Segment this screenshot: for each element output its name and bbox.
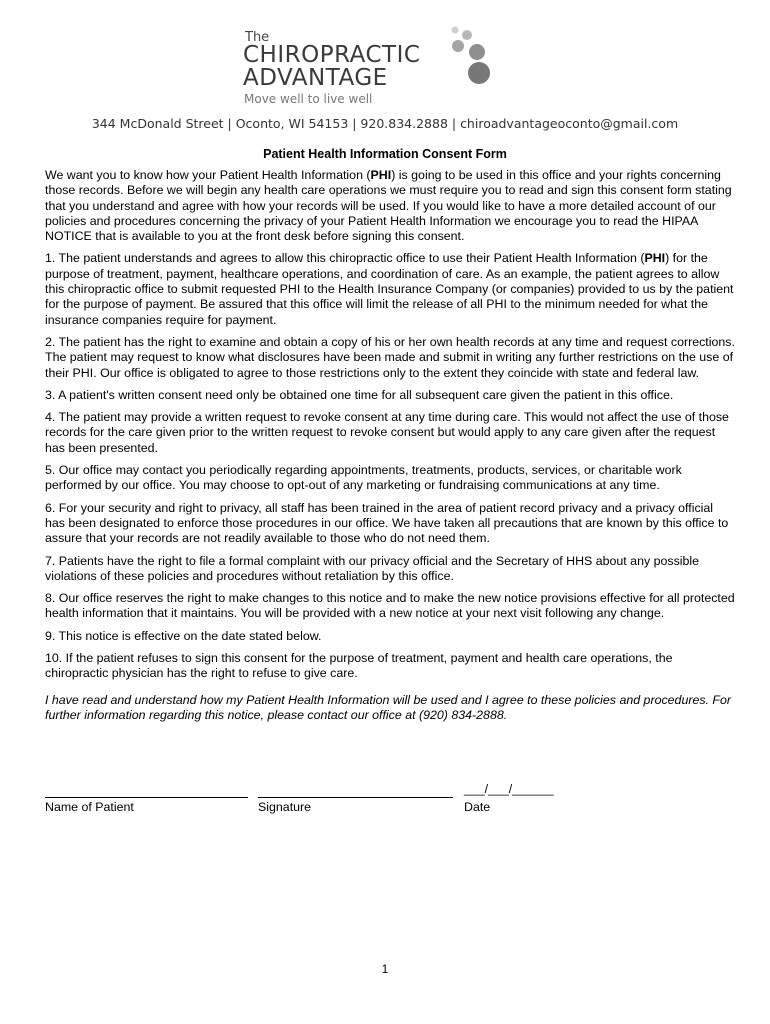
item-1-text-1: 1. The patient understands and agrees to allow this chiropractic office to use their Patient Health Information ( [45, 251, 645, 266]
signature-row [45, 782, 745, 822]
date-label: Date [464, 800, 491, 814]
intro-text-1: We want you to know how your Patient Health Information ( [45, 168, 371, 182]
item-1-phi-bold: PHI [644, 251, 666, 266]
item-6: 6. For your security and right to privacy, all staff has been trained in the area of patient record privacy and a privacy official has been designated to enforce those procedures in our office. We have taken all precautions that are known by this office to assure that your records are not readily available to those who do not need them. [45, 500, 729, 546]
chiropractic-advantage-logo [243, 24, 503, 110]
intro-phi-bold: PHI [370, 168, 392, 182]
item-3: 3. A patient's written consent need only be obtained one time for all subsequent care given the patient in this office. [45, 387, 674, 402]
form-body [45, 168, 735, 730]
patient-name-label: Name of Patient [45, 800, 134, 814]
signature-label: Signature [258, 800, 312, 814]
page-number: 1 [381, 962, 389, 976]
logo-tagline: Move well to live well [244, 92, 373, 106]
item-7: 7. Patients have the right to file a formal complaint with our privacy official and the Secretary of HHS about any possible violations of these policies and procedures without retaliation by this office. [45, 553, 700, 583]
item-9: 9. This notice is effective on the date stated below. [45, 628, 322, 643]
item-10: 10. If the patient refuses to sign this consent for the purpose of treatment, payment and health care operations, the chiropractic physician has the right to refuse to give care. [45, 651, 673, 681]
date-blank[interactable]: ___/___/______ [464, 782, 554, 796]
logo-dots-icon [443, 24, 495, 88]
patient-name-line[interactable] [45, 797, 248, 798]
intro-text-2: ) is going to be used in this office and your rights concerning those records. Before we will begin any health care operations we must require you to read and sign this consent form stating that you understand and agree with how your records will be used. If you would like to have a more detailed account of our policies and procedures concerning the privacy of your Patient Health Information we encourage you to read the HIPAA NOTICE that is available to you at the front desk before signing this consent. [45, 168, 732, 244]
clinic-address: 344 McDonald Street | Oconto, WI 54153 | 920.834.2888 | chiroadvantageoconto@gmail.com [91, 116, 679, 131]
logo-line-1: CHIROPRACTIC [243, 42, 421, 68]
item-2: 2. The patient has the right to examine and obtain a copy of his or her own health records at any time and request corrections. The patient may request to know what disclosures have been made and submit in writing any further restrictions on the use of their PHI. Our office is obligated to agree to those restrictions only to the extent they coincide with state and federal law. [45, 334, 735, 380]
acknowledgement-statement: I have read and understand how my Patient Health Information will be used and I agree to these policies and procedures. For further information regarding this notice, please contact our office at (920) 834-2888. [45, 692, 732, 722]
item-5: 5. Our office may contact you periodically regarding appointments, treatments, products, services, or charitable work performed by our office. You may choose to opt-out of any marketing or fundraising communications at any time. [45, 463, 682, 493]
logo-small-word: The [245, 30, 270, 45]
item-4: 4. The patient may provide a written request to revoke consent at any time during care. This would not affect the use of those records for the care given prior to the written request to revoke consent but would apply to any care given after the request has been presented. [45, 410, 729, 455]
signature-line[interactable] [258, 797, 453, 798]
logo-line-2: ADVANTAGE [243, 65, 388, 91]
item-8: 8. Our office reserves the right to make changes to this notice and to make the new notice provisions effective for all protected health information that it maintains. You will be provided with a new notice at your next visit following any change. [45, 591, 735, 621]
item-1-text-2: ) for the purpose of treatment, payment, healthcare operations, and coordination of care. As an example, the patient agrees to allow this chiropractic office to submit requested PHI to the Health Insurance Company (or companies) provided to us by the patient for the purpose of payment. Be assured that this office will limit the release of all PHI to the minimum needed for what the insurance companies require for payment. [45, 251, 734, 327]
intro-paragraph [45, 168, 735, 244]
item-1 [45, 251, 735, 327]
form-title: Patient Health Information Consent Form [263, 147, 507, 161]
